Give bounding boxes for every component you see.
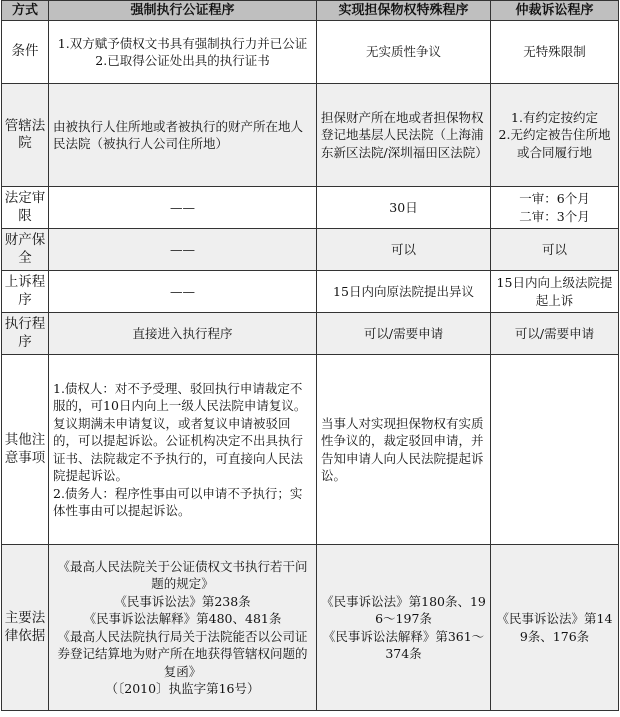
table-row-other-notes [2,355,619,545]
cell-line: 2.已取得公证处出具的执行证书 [95,53,270,68]
row-label: 财产保全 [2,229,49,271]
table-row-appeal [2,271,619,313]
header-notarization: 强制执行公证程序 [49,1,317,21]
cell-security-interest: 15日内向原法院提出异议 [317,271,491,313]
header-arbitration-litigation: 仲裁诉讼程序 [491,1,619,21]
cell-line: 一审：6个月 [519,191,590,206]
cell-line: 《民事诉讼法》第180条、196～197条 [321,593,486,626]
row-label: 上诉程序 [2,271,49,313]
cell-line: 《民事诉讼法》第238条 [114,593,251,609]
cell-notarization: —— [49,229,317,271]
cell-line: 2.无约定被告住所地或合同履行地 [498,127,611,160]
cell-security-interest: 无实质性争议 [317,21,491,84]
cell-notarization [49,545,317,711]
table-row-time-limit [2,187,619,229]
header-security-interest: 实现担保物权特殊程序 [317,1,491,21]
cell-notarization: 由被执行人住所地或者被执行的财产所在地人民法院（被执行人公司住所地） [49,84,317,187]
cell-line: 1.有约定按约定 [511,109,598,125]
cell-arbitration: 15日内向上级法院提起上诉 [491,271,619,313]
row-label: 管辖法院 [2,84,49,187]
table-row-asset-preservation [2,229,619,271]
cell-arbitration: 可以/需要申请 [491,313,619,355]
cell-line: 二审：3个月 [519,208,590,224]
table-row-enforcement [2,313,619,355]
row-label: 法定审限 [2,187,49,229]
cell-line: 《民事诉讼法解释》第361～374条 [322,628,485,661]
cell-notarization: 直接进入执行程序 [49,313,317,355]
cell-notarization: —— [49,187,317,229]
cell-security-interest: 可以 [317,229,491,271]
cell-arbitration [491,187,619,229]
cell-security-interest: 当事人对实现担保物权有实质性争议的，裁定驳回申请，并告知申请人向人民法院提起诉讼。 [317,355,491,545]
row-label: 主要法律依据 [2,545,49,711]
cell-notarization [49,355,317,545]
cell-notarization: —— [49,271,317,313]
cell-arbitration: 《民事诉讼法》第149条、176条 [491,545,619,711]
cell-arbitration [491,84,619,187]
cell-line: 《最高人民法院关于公证债权文书执行若干问题的规定》 [57,558,308,591]
cell-security-interest: 30日 [317,187,491,229]
row-label: 条件 [2,21,49,84]
cell-line: （〔2010〕执监字第16号） [105,681,260,696]
cell-arbitration: 无特殊限制 [491,21,619,84]
cell-arbitration: 可以 [491,229,619,271]
header-method: 方式 [2,1,49,21]
cell-line: 2.债务人：程序性事由可以申请不予执行；实体性事由可以提起诉讼。 [53,485,303,518]
table-row-jurisdiction [2,84,619,187]
cell-line: 《民事诉讼法解释》第480、481条 [83,611,282,626]
cell-line: 1.双方赋予债权文书具有强制执行力并已公证 [57,35,308,51]
cell-notarization [49,21,317,84]
row-label: 其他注意事项 [2,355,49,545]
cell-security-interest [317,545,491,711]
cell-security-interest: 担保财产所在地或者担保物权登记地基层人民法院（上海浦东新区法院/深圳福田区法院） [317,84,491,187]
table-row-conditions [2,21,619,84]
table-row-legal-basis [2,545,619,711]
cell-security-interest: 可以/需要申请 [317,313,491,355]
row-label: 执行程序 [2,313,49,355]
cell-line: 1.债权人：对不予受理、驳回执行申请裁定不服的，可10日内向上一级人民法院申请复议。复议期满未申请复议，或者复议申请被驳回的，可以提起诉讼。公证机构决定不出具执行证书、法院裁定不予执行的，可直接向人民法院提起诉讼。 [53,380,307,483]
cell-line: 《最高人民法院执行局关于法院能否以公司证券登记结算地为财产所在地获得管辖权问题的复函》 [57,628,308,679]
header-row [2,1,619,21]
comparison-table [1,0,619,711]
cell-arbitration [491,355,619,545]
